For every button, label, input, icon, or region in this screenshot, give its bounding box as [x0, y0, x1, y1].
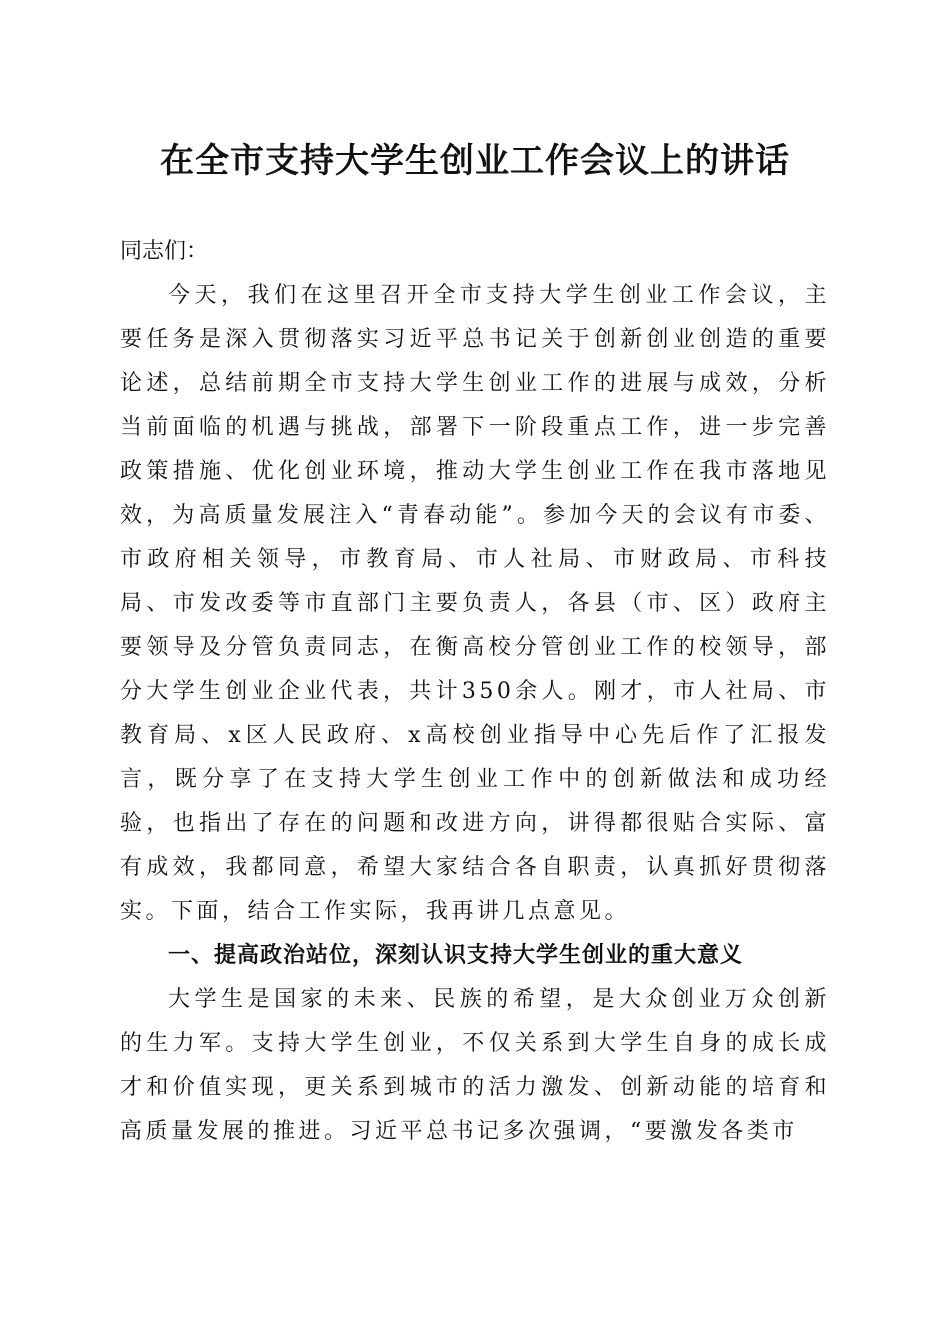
- section-heading-1: 一、提高政治站位，深刻认识支持大学生创业的重大意义: [168, 943, 744, 968]
- salutation: 同志们：: [120, 239, 209, 264]
- paragraph-opening: 今天，我们在这里召开全市支持大学生创业工作会议，主要任务是深入贯彻落实习近平总书记关于创新创业创造的重要论述，总结前期全市支持大学生创业工作的进展与成效，分析当前面临的机遇与挑战，部署下一阶段重点工作，进一步完善政策措施、优化创业环境，推动大学生创业工作在我市落地见效，为高质量发展注入“青春动能”。参加今天的会议有市委、市政府相关领导，市教育局、市人社局、市财政局、市科技局、市发改委等市直部门主要负责人，各县（市、区）政府主要领导及分管负责同志，在衡高校分管创业工作的校领导，部分大学生创业企业代表，共计350余人。刚才，市人社局、市教育局、x区人民政府、x高校创业指导中心先后作了汇报发言，既分享了在支持大学生创业工作中的创新做法和成功经验，也指出了存在的问题和改进方向，讲得都很贴合实际、富有成效，我都同意，希望大家结合各自职责，认真抓好贯彻落实。下面，结合工作实际，我再讲几点意见。: [120, 283, 830, 924]
- paragraph-section-1: 大学生是国家的未来、民族的希望，是大众创业万众创新的生力军。支持大学生创业，不仅关系到大学生自身的成长成才和价值实现，更关系到城市的活力激发、创新动能的培育和高质量发展的推进。习近平总书记多次强调，“要激发各类市: [120, 987, 830, 1144]
- page-title: 在全市支持大学生创业工作会议上的讲话: [160, 141, 790, 181]
- document-body: [120, 230, 830, 1154]
